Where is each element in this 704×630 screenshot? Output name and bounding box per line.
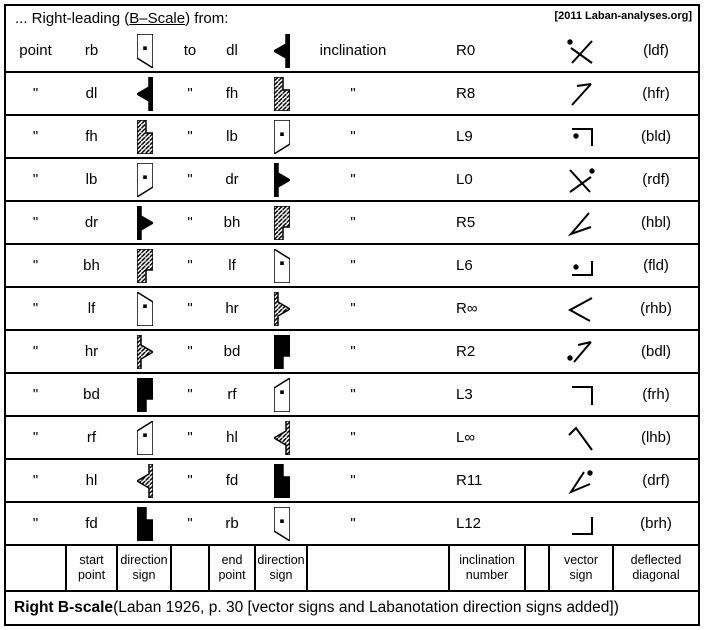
table-row <box>6 202 698 245</box>
inclination-label-text: " <box>350 257 356 274</box>
forward-high-direction-sign-icon <box>274 77 290 111</box>
point-label: point <box>19 42 52 59</box>
start-point: bh <box>83 257 100 274</box>
legend-end-line2: point <box>218 568 246 582</box>
angle-open-up-right-vector-icon <box>564 207 598 239</box>
to-label: to <box>183 42 197 59</box>
inclination-label-text: " <box>350 343 356 360</box>
table-frame <box>4 4 700 626</box>
end-point: lf <box>228 257 236 274</box>
start-point: hl <box>85 472 98 489</box>
start-point: rb <box>84 42 99 59</box>
table-row <box>6 460 698 503</box>
inclination-label-text: " <box>350 515 356 532</box>
point-label: " <box>32 386 39 403</box>
end-point: fd <box>225 472 239 489</box>
corner-bottom-right-dot-vector-icon <box>564 250 598 282</box>
to-label: " <box>187 257 193 274</box>
end-direction-sign <box>256 288 308 329</box>
inclination-label <box>308 245 448 286</box>
legend-defl-line1: deflected <box>630 553 682 568</box>
inclination-number: R∞ <box>456 300 478 317</box>
start-direction-sign <box>118 503 172 544</box>
start-direction-sign <box>118 288 172 329</box>
end-direction-sign <box>256 331 308 372</box>
table-row <box>6 331 698 374</box>
chevron-open-right-vector-icon <box>564 293 598 325</box>
legend-start-line1: start <box>79 553 104 568</box>
vector-sign <box>548 374 614 415</box>
start-point: bd <box>83 386 100 403</box>
point-label: " <box>32 214 39 231</box>
diagonal-right-back-middle-direction-sign-icon <box>274 507 290 541</box>
end-point: hl <box>226 429 238 446</box>
end-point: rb <box>225 515 239 532</box>
legend-incl-line1: inclination <box>459 553 515 568</box>
inclination-label <box>308 460 448 501</box>
spacer-cell <box>526 503 548 544</box>
forward-low-direction-sign-icon <box>274 464 290 498</box>
cross-dot-upper-left-vector-icon <box>564 35 598 67</box>
side-right-high-direction-sign-icon <box>274 292 290 326</box>
inclination-label-text: " <box>350 128 356 145</box>
table-row <box>6 417 698 460</box>
to-label: " <box>187 128 193 145</box>
start-point: fh <box>85 128 98 145</box>
legend-inclination-number <box>448 546 526 590</box>
table-row <box>6 30 698 73</box>
end-point: fh <box>225 85 239 102</box>
start-point: hr <box>84 343 99 360</box>
legend-vector-line2: sign <box>569 568 593 582</box>
legend-deflected-diagonal <box>614 546 698 590</box>
legend-direction-sign-1 <box>118 546 172 590</box>
deflected-diagonal-code: (drf) <box>642 472 670 489</box>
inclination-number: R2 <box>456 343 476 360</box>
end-direction-sign <box>256 503 308 544</box>
inclination-label <box>308 288 448 329</box>
vector-sign <box>548 503 614 544</box>
end-point: dr <box>225 171 239 188</box>
end-direction-sign <box>256 116 308 157</box>
point-label: " <box>32 343 39 360</box>
legend-dir1-line2: sign <box>132 568 156 582</box>
side-right-low-direction-sign-icon <box>274 163 290 197</box>
point-label: " <box>32 85 39 102</box>
inclination-label <box>308 417 448 458</box>
spacer-cell <box>526 331 548 372</box>
caption-source: (Laban 1926, p. 30 [vector signs and Labanotation direction signs added]) <box>113 599 619 616</box>
start-point: lb <box>85 171 98 188</box>
end-direction-sign <box>256 159 308 200</box>
end-direction-sign <box>256 30 308 71</box>
arrow-up-right-vector-icon <box>564 78 598 110</box>
inclination-number: R11 <box>456 472 483 489</box>
back-low-direction-sign-icon <box>137 378 153 412</box>
diagonal-right-forward-middle-direction-sign-icon <box>274 378 290 412</box>
legend-end-line1: end <box>221 553 243 568</box>
inclination-label <box>308 202 448 243</box>
cross-dot-upper-right-vector-icon <box>564 164 598 196</box>
inclination-label <box>308 374 448 415</box>
back-high-direction-sign-icon <box>137 249 153 283</box>
legend-vector-line1: vector <box>563 553 599 568</box>
diagonal-right-back-middle-direction-sign-icon <box>137 34 153 68</box>
end-point: rf <box>227 386 237 403</box>
inclination-label <box>308 503 448 544</box>
side-right-low-direction-sign-icon <box>137 206 153 240</box>
end-point: bd <box>223 343 241 360</box>
side-left-low-direction-sign-icon <box>274 34 290 68</box>
inclination-label-text: " <box>350 472 356 489</box>
inclination-label <box>308 30 448 71</box>
end-point: lb <box>226 128 238 145</box>
inclination-label <box>308 116 448 157</box>
spacer-cell <box>526 116 548 157</box>
legend-dir2-line1: direction <box>257 553 305 568</box>
inclination-number: L12 <box>456 515 482 532</box>
inclination-number: L3 <box>456 386 473 403</box>
inclination-label-text: " <box>350 429 356 446</box>
to-label: " <box>187 85 193 102</box>
deflected-diagonal-code: (bdl) <box>640 343 671 360</box>
title-scale: B–Scale <box>129 10 186 27</box>
arrow-up-right-dot-vector-icon <box>564 336 598 368</box>
angle-open-up-right-dot-vector-icon <box>564 465 598 497</box>
start-direction-sign <box>118 417 172 458</box>
to-label: " <box>187 214 193 231</box>
spacer-cell <box>526 245 548 286</box>
corner-top-right-dot-vector-icon <box>564 121 598 153</box>
side-left-low-direction-sign-icon <box>137 77 153 111</box>
deflected-diagonal-code: (bld) <box>640 128 671 145</box>
start-direction-sign <box>118 460 172 501</box>
spacer-cell <box>526 417 548 458</box>
start-point: dr <box>84 214 99 231</box>
inclination-number: L9 <box>456 128 473 145</box>
title-bar <box>6 6 698 30</box>
end-point: bh <box>223 214 241 231</box>
inclination-label-text: " <box>350 300 356 317</box>
vector-sign <box>548 288 614 329</box>
vector-sign <box>548 30 614 71</box>
deflected-diagonal-code: (fld) <box>643 257 669 274</box>
vector-sign <box>548 331 614 372</box>
deflected-diagonal-code: (lhb) <box>640 429 671 446</box>
legend-end-point <box>208 546 256 590</box>
end-direction-sign <box>256 73 308 114</box>
start-direction-sign <box>118 374 172 415</box>
table-row <box>6 374 698 417</box>
diagonal-left-back-middle-direction-sign-icon <box>137 163 153 197</box>
table-row <box>6 503 698 546</box>
end-direction-sign <box>256 374 308 415</box>
title-prefix: ... Right-leading ( <box>15 10 130 27</box>
to-label: " <box>187 343 193 360</box>
legend-vector-sign <box>548 546 614 590</box>
legend-defl-line2: diagonal <box>632 568 680 582</box>
deflected-diagonal-code: (rdf) <box>642 171 670 188</box>
start-point: fd <box>85 515 98 532</box>
diagonal-right-forward-middle-direction-sign-icon <box>137 421 153 455</box>
point-label: " <box>32 128 39 145</box>
legend-direction-sign-2 <box>256 546 308 590</box>
copyright-note: [2011 Laban-analyses.org] <box>554 10 692 22</box>
end-point: dl <box>226 42 238 59</box>
point-label: " <box>32 515 39 532</box>
spacer-cell <box>526 202 548 243</box>
deflected-diagonal-code: (hbl) <box>640 214 671 231</box>
end-direction-sign <box>256 460 308 501</box>
inclination-number: L0 <box>456 171 473 188</box>
inclination-label <box>308 73 448 114</box>
spacer-cell <box>526 159 548 200</box>
legend-dir2-line2: sign <box>269 568 293 582</box>
inclination-label-text: inclination <box>319 42 387 59</box>
inclination-number: R8 <box>456 85 476 102</box>
caption <box>6 592 698 624</box>
legend-empty-3 <box>308 546 448 590</box>
title-suffix: ) from: <box>185 10 229 27</box>
end-direction-sign <box>256 245 308 286</box>
vector-sign <box>548 159 614 200</box>
inclination-label-text: " <box>350 214 356 231</box>
start-direction-sign <box>118 116 172 157</box>
inclination-number: R0 <box>456 42 476 59</box>
point-label: " <box>32 300 39 317</box>
point-label: " <box>32 472 39 489</box>
vector-sign <box>548 202 614 243</box>
spacer-cell <box>526 30 548 71</box>
to-label: " <box>187 171 193 188</box>
corner-bottom-right-vector-icon <box>564 508 598 540</box>
back-high-direction-sign-icon <box>274 206 290 240</box>
vector-sign <box>548 417 614 458</box>
diagonal-left-forward-middle-direction-sign-icon <box>137 292 153 326</box>
to-label: " <box>187 300 193 317</box>
legend-empty-1 <box>6 546 65 590</box>
legend-dir1-line1: direction <box>120 553 168 568</box>
legend-empty-4 <box>526 546 548 590</box>
legend-incl-line2: number <box>465 568 509 582</box>
legend-empty-2 <box>172 546 208 590</box>
start-direction-sign <box>118 331 172 372</box>
table-row <box>6 73 698 116</box>
side-left-high-direction-sign-icon <box>137 464 153 498</box>
end-direction-sign <box>256 417 308 458</box>
spacer-cell <box>526 460 548 501</box>
corner-top-right-vector-icon <box>564 379 598 411</box>
spacer-cell <box>526 288 548 329</box>
bent-line-down-right-vector-icon <box>564 422 598 454</box>
scale-rows <box>6 30 698 546</box>
table-row <box>6 245 698 288</box>
vector-sign <box>548 460 614 501</box>
start-point: dl <box>85 85 98 102</box>
page-title <box>15 10 228 27</box>
vector-sign <box>548 73 614 114</box>
deflected-diagonal-code: (rhb) <box>640 300 672 317</box>
inclination-label-text: " <box>350 386 356 403</box>
end-point: hr <box>225 300 239 317</box>
to-label: " <box>187 386 193 403</box>
forward-high-direction-sign-icon <box>137 120 153 154</box>
back-low-direction-sign-icon <box>274 335 290 369</box>
spacer-cell <box>526 374 548 415</box>
to-label: " <box>187 515 193 532</box>
start-direction-sign <box>118 202 172 243</box>
legend-start-point <box>65 546 118 590</box>
diagonal-left-back-middle-direction-sign-icon <box>274 120 290 154</box>
side-left-high-direction-sign-icon <box>274 421 290 455</box>
deflected-diagonal-code: (frh) <box>642 386 670 403</box>
legend-row <box>6 546 698 592</box>
inclination-label <box>308 159 448 200</box>
table-row <box>6 288 698 331</box>
to-label: " <box>187 472 193 489</box>
vector-sign <box>548 245 614 286</box>
deflected-diagonal-code: (hfr) <box>642 85 670 102</box>
inclination-label-text: " <box>350 85 356 102</box>
point-label: " <box>32 171 39 188</box>
diagonal-left-forward-middle-direction-sign-icon <box>274 249 290 283</box>
inclination-number: L∞ <box>456 429 476 446</box>
inclination-label <box>308 331 448 372</box>
vector-sign <box>548 116 614 157</box>
deflected-diagonal-code: (ldf) <box>643 42 669 59</box>
inclination-label-text: " <box>350 171 356 188</box>
deflected-diagonal-code: (brh) <box>640 515 672 532</box>
to-label: " <box>187 429 193 446</box>
start-direction-sign <box>118 30 172 71</box>
start-point: rf <box>86 429 97 446</box>
legend-start-line2: point <box>77 568 106 582</box>
end-direction-sign <box>256 202 308 243</box>
start-direction-sign <box>118 245 172 286</box>
spacer-cell <box>526 73 548 114</box>
side-right-high-direction-sign-icon <box>137 335 153 369</box>
start-direction-sign <box>118 73 172 114</box>
start-direction-sign <box>118 159 172 200</box>
start-point: lf <box>87 300 96 317</box>
inclination-number: L6 <box>456 257 473 274</box>
inclination-number: R5 <box>456 214 476 231</box>
table-row <box>6 116 698 159</box>
point-label: " <box>32 429 39 446</box>
point-label: " <box>32 257 39 274</box>
forward-low-direction-sign-icon <box>137 507 153 541</box>
table-row <box>6 159 698 202</box>
caption-title: Right B-scale <box>14 599 114 616</box>
